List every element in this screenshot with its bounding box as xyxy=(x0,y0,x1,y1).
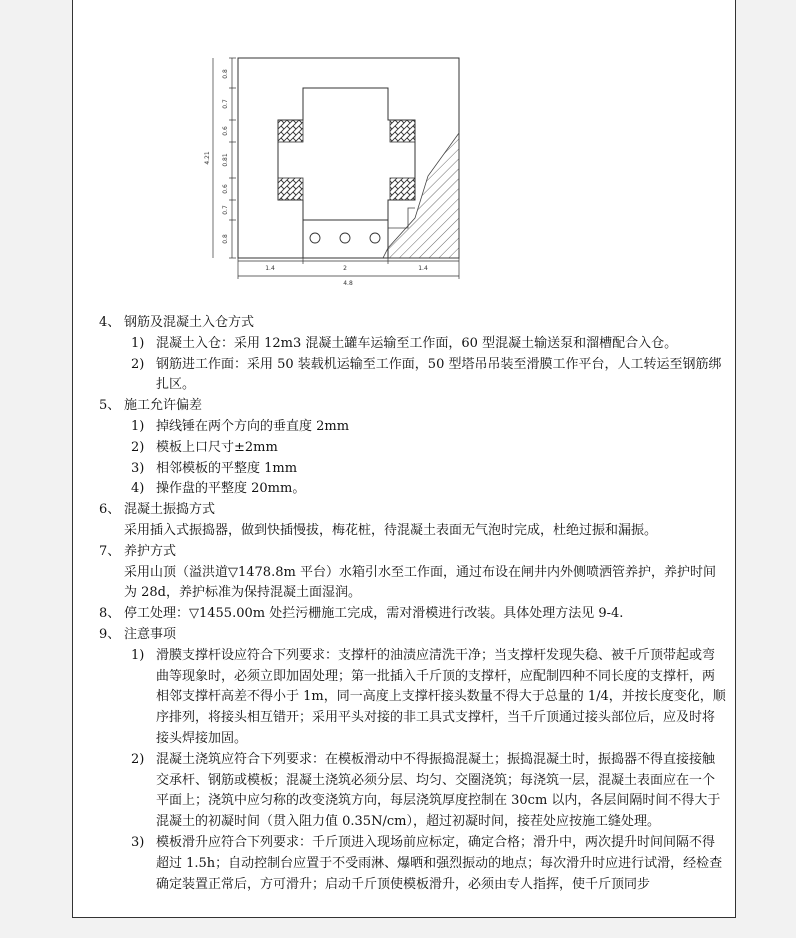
gate-shaft-cross-section-drawing xyxy=(203,48,543,288)
list-item: 2) 钢筋进工作面：采用 50 装载机运输至工作面，50 型塔吊吊装至滑膜工作平台，人工转运至钢筋绑扎区。 xyxy=(131,356,722,393)
section-5-heading: 5、 施工允许偏差 xyxy=(99,398,203,414)
dim-left-4: 0.81 xyxy=(222,153,229,167)
document-page xyxy=(72,0,736,918)
dim-bottom-1: 1.4 xyxy=(265,265,275,272)
dim-bottom-3: 1.4 xyxy=(418,265,428,272)
section-6-heading: 6、 混凝土振捣方式 xyxy=(99,502,216,518)
list-item: 2) 混凝土浇筑应符合下列要求：在模板滑动中不得振捣混凝土；振捣混凝土时，振捣器不得直接接触交承杆、钢筋或模板；混凝土浇筑必须分层、均匀、交圈浇筑；每浇筑一层，混凝土表面应在一个平面上；浇筑中应匀称的改变浇筑方向，每层浇筑厚度控制在 30cm 以内，各层间隔时间不得大于混凝土的初凝时间（贯入阻力值 0.35N/cm），超过初凝时间，接茬处应按施工缝处理。 xyxy=(131,751,721,830)
dim-left-1: 0.8 xyxy=(222,69,229,79)
section-9-heading: 9、 注意事项 xyxy=(99,626,177,642)
dim-left-3: 0.6 xyxy=(222,126,229,136)
list-item: 1) 混凝土入仓：采用 12m3 混凝土罐车运输至工作面，60 型混凝土输送泵和溜槽配合入仓。 xyxy=(131,335,678,351)
dim-left-5: 0.6 xyxy=(222,184,229,194)
dim-bottom-total: 4.8 xyxy=(343,280,353,287)
section-8-heading: 8、 停工处理：▽1455.00m 处拦污栅施工完成，需对滑模进行改装。具体处理方法见 9-4. xyxy=(99,606,624,622)
list-item: 3) 模板滑升应符合下列要求：千斤顶进入现场前应标定，确定合格；滑升中，两次提升时间间隔不得超过 1.5h；自动控制台应置于不受雨淋、爆晒和强烈振动的地点；每次滑升时应进行试滑，经检查确定装置正常后，方可滑升；启动千斤顶使模板滑升，必须由专人指挥，使千斤顶同步 xyxy=(131,834,723,892)
list-item: 3) 相邻模板的平整度 1mm xyxy=(131,460,298,476)
section-6-paragraph: 采用插入式振捣器，做到快插慢拔，梅花桩，待混凝土表面无气泡时完成，杜绝过振和漏振。 xyxy=(124,522,658,538)
dim-bottom-2: 2 xyxy=(343,265,347,272)
list-item: 1) 掉线锤在两个方向的垂直度 2mm xyxy=(131,418,350,434)
section-7-heading: 7、 养护方式 xyxy=(99,543,177,559)
dim-left-6: 0.7 xyxy=(222,205,229,215)
dim-left-7: 0.8 xyxy=(222,234,229,244)
section-4-heading: 4、 钢筋及混凝土入仓方式 xyxy=(99,315,255,330)
dim-left-total: 4.21 xyxy=(204,151,211,165)
list-item: 2) 模板上口尺寸±2mm xyxy=(131,439,278,455)
list-item: 1) 滑膜支撑杆设应符合下列要求：支撑杆的油渍应清洗干净；当支撑杆发现失稳、被千斤顶带起或弯曲等现象时，必须立即加固处理；第一批插入千斤顶的支撑杆，应配制四种不同长度的支撑杆，两相邻支撑杆高差不得小于 1m，同一高度上支撑杆接头数量不得大于总量的 1/4，并按长度变化，顺序排列，将接头相互错开；采用平头对接的非工具式支撑杆，当千斤顶通过接头部位后，应及时将接头焊接加固。 xyxy=(131,647,726,746)
dim-left-2: 0.7 xyxy=(222,99,229,109)
list-item: 4) 操作盘的平整度 20mm。 xyxy=(131,481,306,497)
body-text xyxy=(99,313,727,895)
section-7-paragraph: 采用山顶（溢洪道▽1478.8m 平台）水箱引水至工作面，通过布设在闸井内外侧喷洒管养护，养护时间为 28d，养护标准为保持混凝土面湿润。 xyxy=(124,564,716,601)
